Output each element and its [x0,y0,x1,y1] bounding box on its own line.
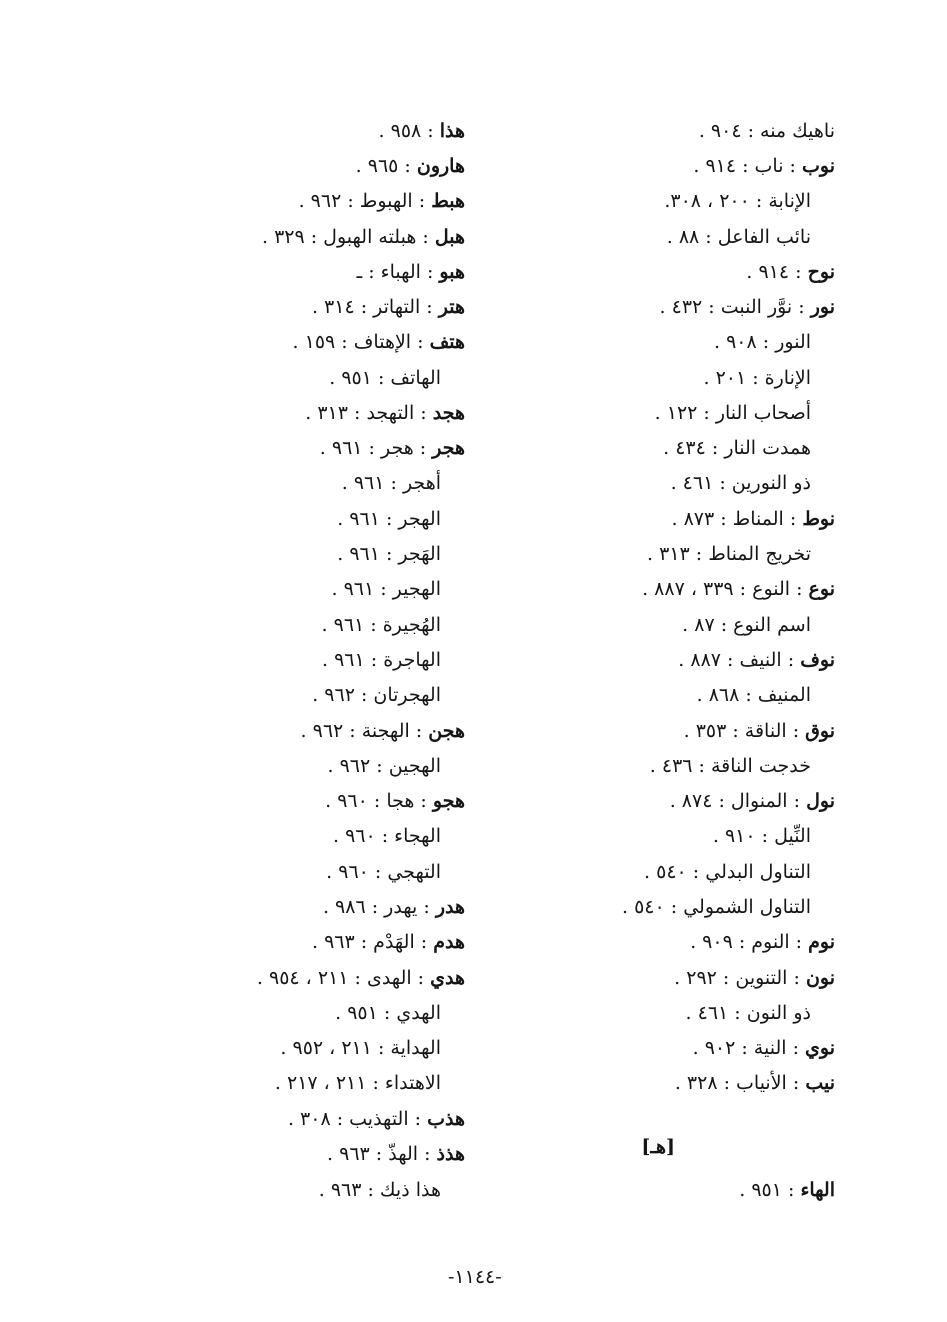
index-entry: هبو : الهباء : ـ [356,261,465,283]
index-subentry: الهدي : ٩٥١ . [335,1002,441,1024]
entry-root: هجد [432,402,465,424]
index-entry: نوي : النية : ٩٠٢ . [692,1037,835,1059]
index-subentry: الهاجرة : ٩٦١ . [322,649,441,671]
index-subentry: التناول الشمولي : ٥٤٠ . [622,896,811,918]
index-subentry: الهجير : ٩٦١ . [331,578,441,600]
index-entry: هدر : يهدر : ٩٨٦ . [322,896,465,918]
entry-root: نوح [807,261,835,283]
entry-root: نول [806,790,835,812]
index-entry: نور : نوَّر النبت : ٤٣٢ . [659,296,835,318]
index-entry: نوط : المناط : ٨٧٣ . [671,508,835,530]
entry-root: نوي [805,1037,835,1059]
index-entry: هجن : الهجنة : ٩٦٢ . [300,720,465,742]
index-entry: نوم : النوم : ٩٠٩ . [690,931,835,953]
index-entry: نوف : النيف : ٨٨٧ . [678,649,835,671]
index-entry: هدم : الهَدْم : ٩٦٣ . [311,931,465,953]
index-entry: نوق : الناقة : ٣٥٣ . [683,720,835,742]
index-subentry: الهجاء : ٩٦٠ . [332,825,441,847]
index-entry: الهاء : ٩٥١ . [739,1179,835,1201]
index-entry: هجر : هجر : ٩٦١ . [319,437,465,459]
index-subentry: التناول البدلي : ٥٤٠ . [644,861,811,883]
index-subentry: تخريج المناط : ٣١٣ . [647,543,811,565]
index-subentry: النور : ٩٠٨ . [714,331,811,353]
entry-root: نون [805,967,835,989]
entry-root: هتف [429,331,465,353]
index-subentry: خدجت الناقة : ٤٣٦ . [649,755,811,777]
index-subentry: الهجرتان : ٩٦٢ . [312,684,441,706]
entry-root: نيب [805,1072,835,1094]
entry-root: هدر [435,896,465,918]
index-subentry: الإنارة : ٢٠١ . [703,367,811,389]
index-subentry: المنيف : ٨٦٨ . [696,684,811,706]
index-subentry: النِّيل : ٩١٠ . [712,825,811,847]
entry-root: هجن [428,720,465,742]
index-subentry: التهجي : ٩٦٠ . [326,861,441,883]
entry-root: نوق [805,720,835,742]
entry-root: الهاء [800,1179,835,1201]
index-entry: هتر : التهاتر : ٣١٤ . [311,296,465,318]
index-subentry: الهجين : ٩٦٢ . [327,755,441,777]
index-entry: نول : المنوال : ٨٧٤ . [669,790,835,812]
index-entry: هتف : الإهتاف : ١٥٩ . [292,331,465,353]
index-subentry: همدت النار : ٤٣٤ . [663,437,811,459]
index-subentry: الهداية : ٢١١ ، ٩٥٢ . [280,1037,441,1059]
index-subentry: اسم النوع : ٨٧ . [682,614,811,636]
index-subentry: أهجر : ٩٦١ . [341,472,441,494]
index-entry: هجد : التهجد : ٣١٣ . [305,402,465,424]
entry-root: هبط [431,190,465,212]
entry-root: نوب [802,155,835,177]
index-entry: ناهيك منه : ٩٠٤ . [698,120,835,142]
entry-root: هذب [427,1108,465,1130]
entry-root: نوم [808,931,835,953]
index-entry: هبل : هبلته الهبول : ٣٢٩ . [261,226,465,248]
entry-root: هدم [433,931,465,953]
index-entry: هجو : هجا : ٩٦٠ . [325,790,465,812]
index-entry: هارون : ٩٦٥ . [355,155,465,177]
entry-root: هبو [439,261,465,283]
index-entry: نوح : ٩١٤ . [746,261,835,283]
index-entry: هدي : الهدى : ٢١١ ، ٩٥٤ . [256,967,465,989]
entry-root: هذا [439,120,465,142]
index-subentry: أصحاب النار : ١٢٢ . [654,402,811,424]
index-entry: هذب : التهذيب : ٣٠٨ . [287,1108,465,1130]
index-subentry: نائب الفاعل : ٨٨ . [666,226,811,248]
entry-root: هذذ [436,1143,465,1165]
entry-root: نوط [802,508,835,530]
entry-root: هارون [416,155,465,177]
index-entry: هذذ : الهذّ : ٩٦٣ . [327,1143,465,1165]
section-heading: [هـ] [641,1136,675,1158]
index-subentry: ذو النون : ٤٦١ . [685,1002,811,1024]
index-subentry: الإنابة : ٢٠٠ ، ٣٠٨. [664,190,811,212]
entry-root: نوف [800,649,835,671]
index-entry: نوع : النوع : ٣٣٩ ، ٨٨٧ . [642,578,835,600]
index-entry: هبط : الهبوط : ٩٦٢ . [298,190,465,212]
index-entry: نيب : الأنياب : ٣٢٨ . [674,1072,835,1094]
index-entry: هذا : ٩٥٨ . [378,120,465,142]
index-subentry: الهُجيرة : ٩٦١ . [321,614,441,636]
entry-root: هجو [432,790,465,812]
index-subentry: الاهتداء : ٢١١ ، ٢١٧ . [274,1072,441,1094]
entry-root: هبل [434,226,465,248]
entry-root: نور [810,296,835,318]
entry-root: هتر [438,296,465,318]
index-entry: نوب : ناب : ٩١٤ . [693,155,835,177]
index-subentry: الهَجر : ٩٦١ . [337,543,441,565]
index-entry: نون : التنوين : ٢٩٢ . [674,967,835,989]
index-subentry: الهجر : ٩٦١ . [337,508,441,530]
index-subentry: ذو النورين : ٤٦١ . [670,472,811,494]
page-number: -١١٤٤- [448,1266,502,1288]
entry-root: هجر [432,437,465,459]
entry-root: نوع [808,578,835,600]
entry-root: هدي [430,967,465,989]
index-subentry: الهاتف : ٩٥١ . [329,367,441,389]
index-subentry: هذا ذيك : ٩٦٣ . [318,1179,441,1201]
